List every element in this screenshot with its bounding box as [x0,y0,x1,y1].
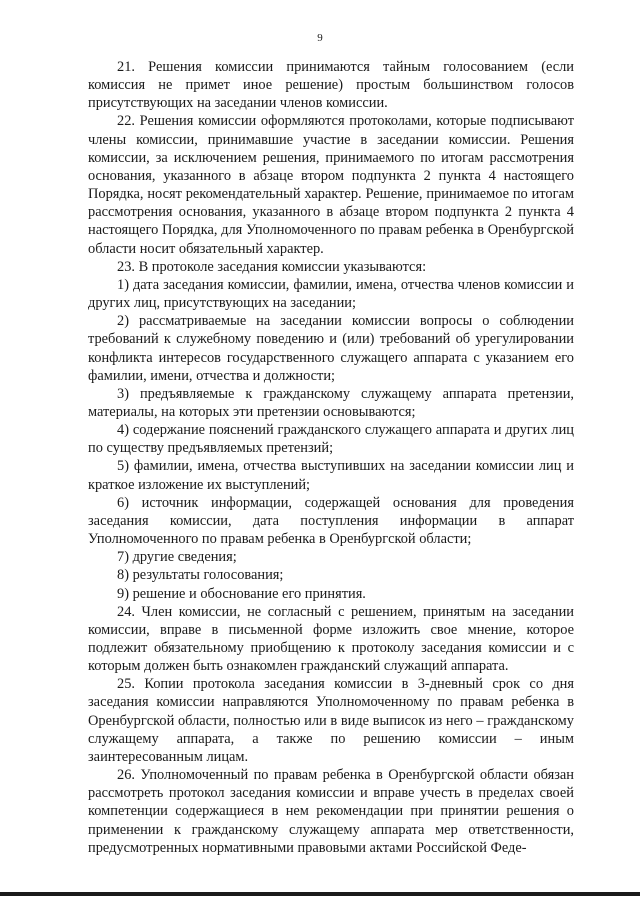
list-item-5: 5) фамилии, имена, отчества выступивших на заседании комиссии лиц и краткое изложение их выступлений; [88,458,574,493]
list-item-9: 9) решение и обоснование его принятия. [117,585,366,602]
list-item-2: 2) рассматриваемые на заседании комиссии вопросы о соблюдении требований к служебному поведению и (или) требований об урегулировании конфликта интересов государственного служащего аппарата с указанием его фамилии, имени, отчества и должности; [88,313,574,384]
paragraph-22: 22. Решения комиссии оформляются протоколами, которые подписывают члены комиссии, принимавшие участие в заседании комиссии. Решения комиссии, за исключением решения, принимаемого по итогам рассмотрения основания, указанного в абзаце втором подпункта 2 пункта 4 настоящего Порядка, носят рекомендательный характер. Решение, принимаемое по итогам рассмотрения основания, указанного в абзаце втором подпункта 2 пункта 4 настоящего Порядка, для Уполномоченного по правам ребенка в Оренбургской области носит обязательный характер. [88,113,574,257]
paragraph-21: 21. Решения комиссии принимаются тайным голосованием (если комиссия не примет иное решение) простым большинством голосов присутствующих на заседании членов комиссии. [88,59,574,112]
list-item-1: 1) дата заседания комиссии, фамилии, имена, отчества членов комиссии и других лиц, присутствующих на заседании; [88,276,574,312]
list-item-6: 6) источник информации, содержащей основания для проведения заседания комиссии, дата поступления информации в аппарат Уполномоченного по правам ребенка в Оренбургской области; [88,494,574,548]
paragraph-26: 26. Уполномоченный по правам ребенка в Оренбургской области обязан рассмотреть протокол заседания комиссии и вправе учесть в пределах своей компетенции содержащиеся в нем рекомендации при принятии решения о применении к гражданскому служащему аппарата мер ответственности, предусмотренных нормативными правовыми актами Российской Феде- [88,767,574,856]
paragraph-25: 25. Копии протокола заседания комиссии в 3-дневный срок со дня заседания комиссии направляются Уполномоченному по правам ребенка в Оренбургской области, полностью или в виде выписок из него – гражданскому служащему аппарата, а также по решению комиссии – иным заинтересованным лицам. [88,676,574,765]
list-item-4: 4) содержание пояснений гражданского служащего аппарата и других лиц по существу предъявляемых претензий; [88,422,574,457]
paragraph-23: 23. В протоколе заседания комиссии указываются: [117,258,427,275]
document-body [88,58,574,857]
bottom-scan-edge [0,892,640,896]
paragraph-24: 24. Член комиссии, не согласный с решением, принятым на заседании комиссии, вправе в письменной форме изложить свое мнение, которое подлежит обязательному приобщению к протоколу заседания комиссии и с которым должен быть ознакомлен гражданский служащий аппарата. [88,603,574,675]
list-item-8: 8) результаты голосования; [117,567,284,584]
list-item-7: 7) другие сведения; [117,549,237,566]
list-item-3: 3) предъявляемые к гражданскому служащему аппарата претензии, материалы, на которых эти претензии основываются; [88,385,574,420]
page-number: 9 [317,32,323,44]
